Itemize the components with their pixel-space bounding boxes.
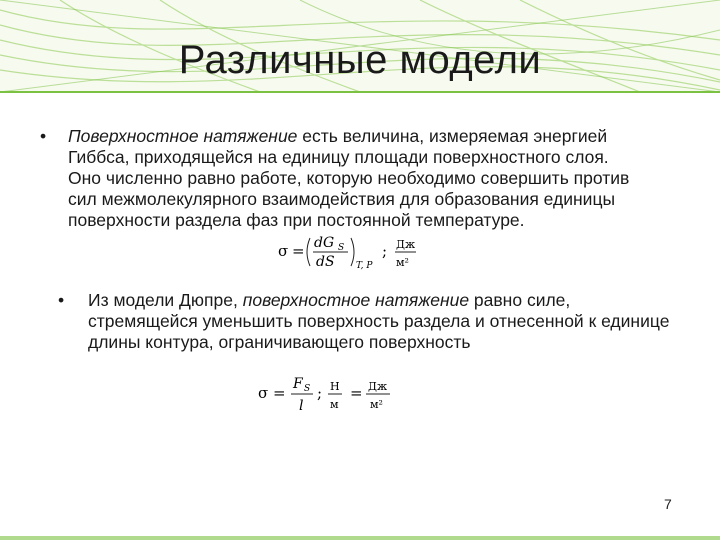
formula-sigma: σ [278,242,289,260]
formula-unit-numerator: Дж [396,238,416,251]
formula-dupre [256,370,406,416]
formula-unit1-numerator: Н [330,380,340,393]
formula-equals: = [292,242,305,260]
bullet-marker: • [40,126,47,146]
formula-unit1-denominator: м [330,398,339,411]
definition-text: есть величина, измеряемая энергией Гиббса, приходящейся на единицу площади поверхностного слоя. Оно численно равно работе, которую необходимо совершить против сил межмолекулярного взаимодействия для образования единицы поверхности раздела фаз при постоянной температуре. [68,126,630,230]
formula-conditions: T, P [356,261,373,271]
bullet-surface-tension-definition [40,126,640,231]
formula-dG: dG [314,235,335,251]
dupre-text: равно силе, стремящейся уменьшить поверхность раздела и отнесенной к единице длины контура, ограничивающего поверхность [88,290,670,352]
formula-unit-denominator: м² [396,256,409,269]
bullet-text [88,290,678,353]
term-surface-tension: Поверхностное натяжение [68,126,298,146]
term-surface-tension: поверхностное натяжение [242,290,470,310]
formula-F-subscript: S [304,384,311,394]
formula-sigma: σ [258,384,269,402]
bullet-dupre-model [58,290,678,353]
formula-dS: dS [316,254,335,270]
formula-semicolon: ; [317,384,323,402]
formula-l: l [299,398,304,414]
formula-dG-subscript: S [338,243,345,253]
formula-semicolon: ; [382,242,388,260]
formula-equals-2: = [350,384,363,402]
formula-gibbs [276,228,426,274]
page-number: 7 [664,496,672,512]
dupre-prefix: Из модели Дюпре, [88,290,243,310]
formula-unit2-numerator: Дж [368,380,388,393]
formula-F: F [293,376,303,392]
formula-unit2-denominator: м² [370,398,383,411]
bullet-marker: • [58,290,65,310]
bullet-text [68,126,640,231]
slide-title: Различные модели [178,38,542,82]
formula-equals: = [273,384,286,402]
